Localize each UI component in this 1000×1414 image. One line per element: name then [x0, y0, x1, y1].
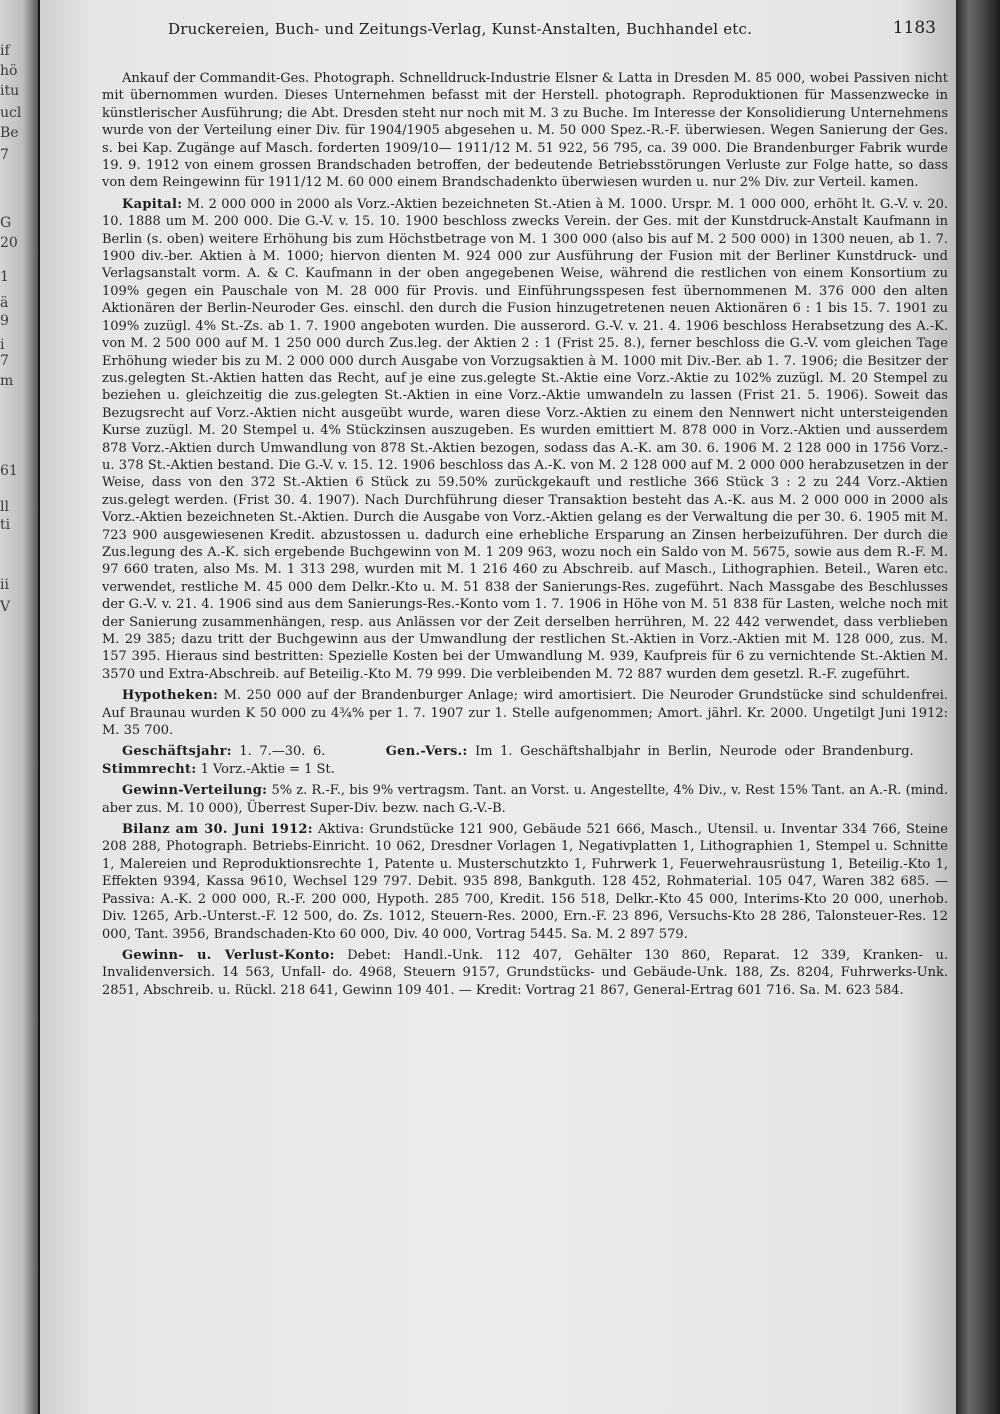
section-label: Kapital: — [122, 196, 183, 212]
paragraph-text: M. 2 000 000 in 2000 als Vorz.-Aktien bezeichneten St.-Atien à M. 1000. Urspr. M. 1 000 000, erhöht lt. G.-V. v. 20. 10. 1888 um M. 200 000. Die G.-V. v. 15. 10. 1900 beschloss zwecks Verein. der Ges. mit der Kunstdruck-Anstalt Kaufmann in Berlin (s. oben) weitere Erhöhung bis zum Höchstbetrage von M. 1 300 000 (also bis auf M. 2 500 000) in 1300 neuen, ab 1. 7. 1900 div.-ber. Aktien à M. 1000; hiervon dienten M. 924 000 zur Ausführung der Fusion mit der Berliner Kunstdruck- und Verlagsanstalt vorm. A. & C. Kaufmann in der oben angegebenen Weise, während die restlichen von einem Konsortium zu 109% gegen ein Pauschale von M. 28 000 für Provis. und Einführungsspesen fest übernommenen M. 376 000 den alten Aktionären der Berlin-Neuroder Ges. einschl. den durch die Fusion hinzugetretenen neuen Aktionären 6 : 1 bis 15. 7. 1901 zu 109% zuzügl. 4% St.-Zs. ab 1. 7. 1900 angeboten wurden. Die ausserord. G.-V. v. 21. 4. 1906 beschloss Herabsetzung des A.-K. von M. 2 500 000 auf M. 1 250 000 durch Zus.leg. der Aktien 2 : 1 (Frist 25. 8.), ferner beschloss die G.-V. vom gleichen Tage Erhöhung wieder bis zu M. 2 000 000 durch Ausgabe von Vorzugsaktien à M. 1000 mit Div.-Ber. ab 1. 7. 1906; die Besitzer der zus.gelegten St.-Aktien hatten das Recht, auf je eine zus.gelegte St.-Aktie eine Vorz.-Aktie zu 102% zuzügl. M. 20 Stempel zu beziehen u. gleichzeitig die zus.gelegten St.-Aktien in eine Vorz.-Aktie umwandeln zu lassen (Frist 21. 5. 1906). Soweit das Bezugsrecht auf Vorz.-Aktien nicht ausgeübt wurde, waren diese Vorz.-Aktien zu einem den Nennwert nicht untersteigenden Kurse zuzügl. M. 20 Stempel u. 4% Stückzinsen auszugeben. Es wurden emittiert M. 878 000 in Vorz.-Aktien und ausserdem 878 Vorz.-Aktien durch Umwandlung von 878 St.-Aktien bezogen, sodass das A.-K. am 30. 6. 1906 M. 2 128 000 in 1756 Vorz.- u. 378 St.-Aktien bestand. Die G.-V. v. 15. 12. 1906 beschloss das A.-K. von M. 2 128 000 auf M. 2 000 000 herabzusetzen in der Weise, dass von den 372 St.-Aktien 6 Stück zu 59.50% zurückgekauft und restliche 366 Stück 3 : 2 zu 244 Vorz.-Aktien zus.gelegt werden. (Frist 30. 4. 1907). Nach Durchführung dieser Transaktion besteht das A.-K. aus M. 2 000 000 in 2000 als Vorz.-Aktien bezeichneten St.-Aktien. Durch die Ausgabe von Vorz.-Aktien gelang es der Verwaltung die per 30. 6. 1905 mit M. 723 900 ausgewiesenen Kredit. abzustossen u. dadurch eine erhebliche Ersparung an Zinsen herbeizuführen. Der durch die Zus.legung des A.-K. sich ergebende Buchgewinn von M. 1 209 963, wozu noch ein Saldo von M. 5675, sowie aus dem R.-F. M. 97 660 traten, also Ms. M. 1 313 298, wurden mit M. 1 216 460 zu Abschreib. auf Masch., Lithographien. Beteil., Waren etc. verwendet, restliche M. 45 000 dem Delkr.-Kto u. M. 51 838 der Sanierungs-Res. zugeführt. Nach Massgabe des Beschlusses der G.-V. v. 21. 4. 1906 sind aus dem Sanierungs-Res.-Konto vom 1. 7. 1906 in Höhe von M. 51 838 für Lasten, welche noch mit der Sanierung zusammenhängen, resp. aus Anlässen vor der Zeit derselben herrühren, M. 22 442 verwendet, dass verblieben M. 29 385; dazu tritt der Buchgewinn aus der Umwandlung der restlichen St.-Aktien in Vorz.-Aktien mit M. 128 000, zus. M. 157 395. Hieraus sind bestritten: Spezielle Kosten bei der Umwandlung M. 939, Kaufpreis für 6 zu vernichtende St.-Aktien M. 3570 und Extra-Abschreib. auf Beteilig.-Kto M. 79 999. Die verbleibenden M. 72 887 wurden dem gesetzl. R.-F. zugeführt. — [102, 196, 948, 682]
margin-fragment: 1 — [0, 269, 9, 285]
paragraph-gewinn-verlust — [102, 947, 948, 999]
margin-fragment: Be — [0, 125, 19, 141]
paragraph-bilanz — [102, 821, 948, 943]
page-number: 1183 — [892, 18, 936, 38]
paragraph-text: M. 250 000 auf der Brandenburger Anlage; wird amortisiert. Die Neuroder Grundstücke sind schuldenfrei. Auf Braunau wurden K 50 000 zu 4¾% per 1. 7. 1907 zur 1. Stelle aufgenommen; Amort. jährl. Kr. 2000. Ungetilgt Juni 1912: M. 35 700. — [102, 688, 948, 739]
paragraph-history — [102, 70, 948, 192]
margin-fragment: V — [0, 599, 11, 615]
section-label: Bilanz am 30. Juni 1912: — [122, 822, 313, 838]
margin-fragment: G — [0, 215, 12, 231]
body-text — [102, 70, 948, 999]
running-head: Druckereien, Buch- und Zeitungs-Verlag, Kunst-Anstalten, Buchhandel etc. — [168, 20, 753, 38]
paragraph-text: 1 Vorz.-Aktie = 1 St. — [200, 761, 335, 777]
section-label: Hypotheken: — [122, 688, 219, 704]
margin-fragment: hö — [0, 63, 18, 79]
paragraph-text: Im 1. Geschäftshalbjahr in Berlin, Neurode oder Brandenburg. — [475, 744, 914, 760]
paragraph-geschaeftsjahr — [102, 743, 948, 778]
margin-fragment: ii — [0, 577, 9, 593]
margin-fragment: ti — [0, 517, 11, 533]
margin-fragment: 9 — [0, 313, 9, 329]
paragraph-gewinn-verteilung — [102, 782, 948, 817]
margin-fragment: i — [0, 337, 5, 353]
paragraph-hypotheken — [102, 687, 948, 739]
paragraph-text: 5% z. R.-F., bis 9% vertragsm. Tant. an Vorst. u. Angestellte, 4% Div., v. Rest 15% Tant. an A.-R. (mind. aber zus. M. 10 000), Überrest Super-Div. bezw. nach G.-V.-B. — [102, 783, 948, 816]
margin-fragment: itu — [0, 83, 20, 99]
paragraph-text: Debet: Handl.-Unk. 112 407, Gehälter 130 860, Reparat. 12 339, Kranken- u. Invalidenversich. 14 563, Unfall- do. 4968, Steuern 9157, Grundstücks- und Gebäude-Unk. 188, Zs. 8204, Fuhrwerks-Unk. 2851, Abschreib. u. Rückl. 218 641, Gewinn 109 401. — Kredit: Vortrag 21 867, General-Ertrag 601 716. Sa. M. 623 584. — [102, 947, 948, 998]
paragraph-text: Ankauf der Commandit-Ges. Photograph. Schnelldruck-Industrie Elsner & Latta in Dresden M. 85 000, wobei Passiven nicht mit übernommen wurden. Dieses Unternehmen befasst mit der Herstell. photograph. Reproduktionen für Massenzwecke in künstlerischer Ausführung; die Abt. Dresden steht nur noch mit M. 3 zu Buche. Im Interesse der Konsolidierung Unternehmens wurde von der Verteilung einer Div. für 1904/1905 abgesehen u. M. 50 000 Spez.-R.-F. überwiesen. Wegen Sanierung der Ges. s. bei Kap. Zugänge auf Masch. forderten 1909/10— 1911/12 M. 51 922, 56 795, ca. 39 000. Die Brandenburger Fabrik wurde 19. 9. 1912 von einem grossen Brandschaden betroffen, der bedeutende Betriebsstörungen Verluste zur Folge hatte, so dass von dem Reingewinn für 1911/12 M. 60 000 einem Brandschadenkto überwiesen wurden u. nur 2% Div. zur Verteil. kamen. — [102, 71, 948, 191]
adjacent-page-edge — [0, 0, 38, 1414]
document-page — [40, 0, 956, 1414]
section-label: Stimmrecht: — [102, 761, 197, 777]
margin-fragment: 61 — [0, 463, 18, 479]
paragraph-kapital — [102, 196, 948, 683]
section-label: Geschäftsjahr: — [122, 744, 232, 760]
book-edge — [956, 0, 1000, 1414]
margin-fragment: ucl — [0, 105, 22, 121]
margin-fragment: ä — [0, 295, 9, 311]
section-label: Gen.-Vers.: — [385, 744, 468, 760]
margin-fragment: ll — [0, 499, 9, 515]
margin-fragment: 20 — [0, 235, 18, 251]
margin-fragment: 7 — [0, 147, 9, 163]
section-label: Gewinn- u. Verlust-Konto: — [122, 947, 335, 963]
paragraph-text: 1. 7.—30. 6. — [239, 744, 326, 760]
margin-fragment: 7 — [0, 353, 9, 369]
section-label: Gewinn-Verteilung: — [122, 783, 268, 799]
paragraph-text: Aktiva: Grundstücke 121 900, Gebäude 521 666, Masch., Utensil. u. Inventar 334 766, Steine 208 288, Photograph. Betriebs-Einricht. 10 062, Dresdner Vorlagen 1, Negativplatten 1, Lithographien 1, Stempel u. Schnitte 1, Malereien und Reproduktionsrechte 1, Patente u. Musterschutzkto 1, Fuhrwerk 1, Feuerwehrausrüstung 1, Beteilig.-Kto 1, Effekten 9394, Kassa 9610, Wechsel 129 797. Debit. 935 898, Bankguth. 128 452, Rohmaterial. 105 047, Waren 382 685. — Passiva: A.-K. 2 000 000, R.-F. 200 000, Hypoth. 285 700, Kredit. 156 518, Delkr.-Kto 45 000, Interims-Kto 20 000, unerhob. Div. 1265, Arb.-Unterst.-F. 12 500, do. Zs. 1012, Steuern-Res. 2000, Ern.-F. 23 896, Versuchs-Kto 28 286, Talonsteuer-Res. 12 000, Tant. 3956, Brandschaden-Kto 60 000, Div. 40 000, Vortrag 5445. Sa. M. 2 897 579. — [102, 822, 948, 942]
margin-fragment: m — [0, 373, 14, 389]
margin-fragment: if — [0, 43, 10, 59]
page-header — [40, 20, 956, 48]
